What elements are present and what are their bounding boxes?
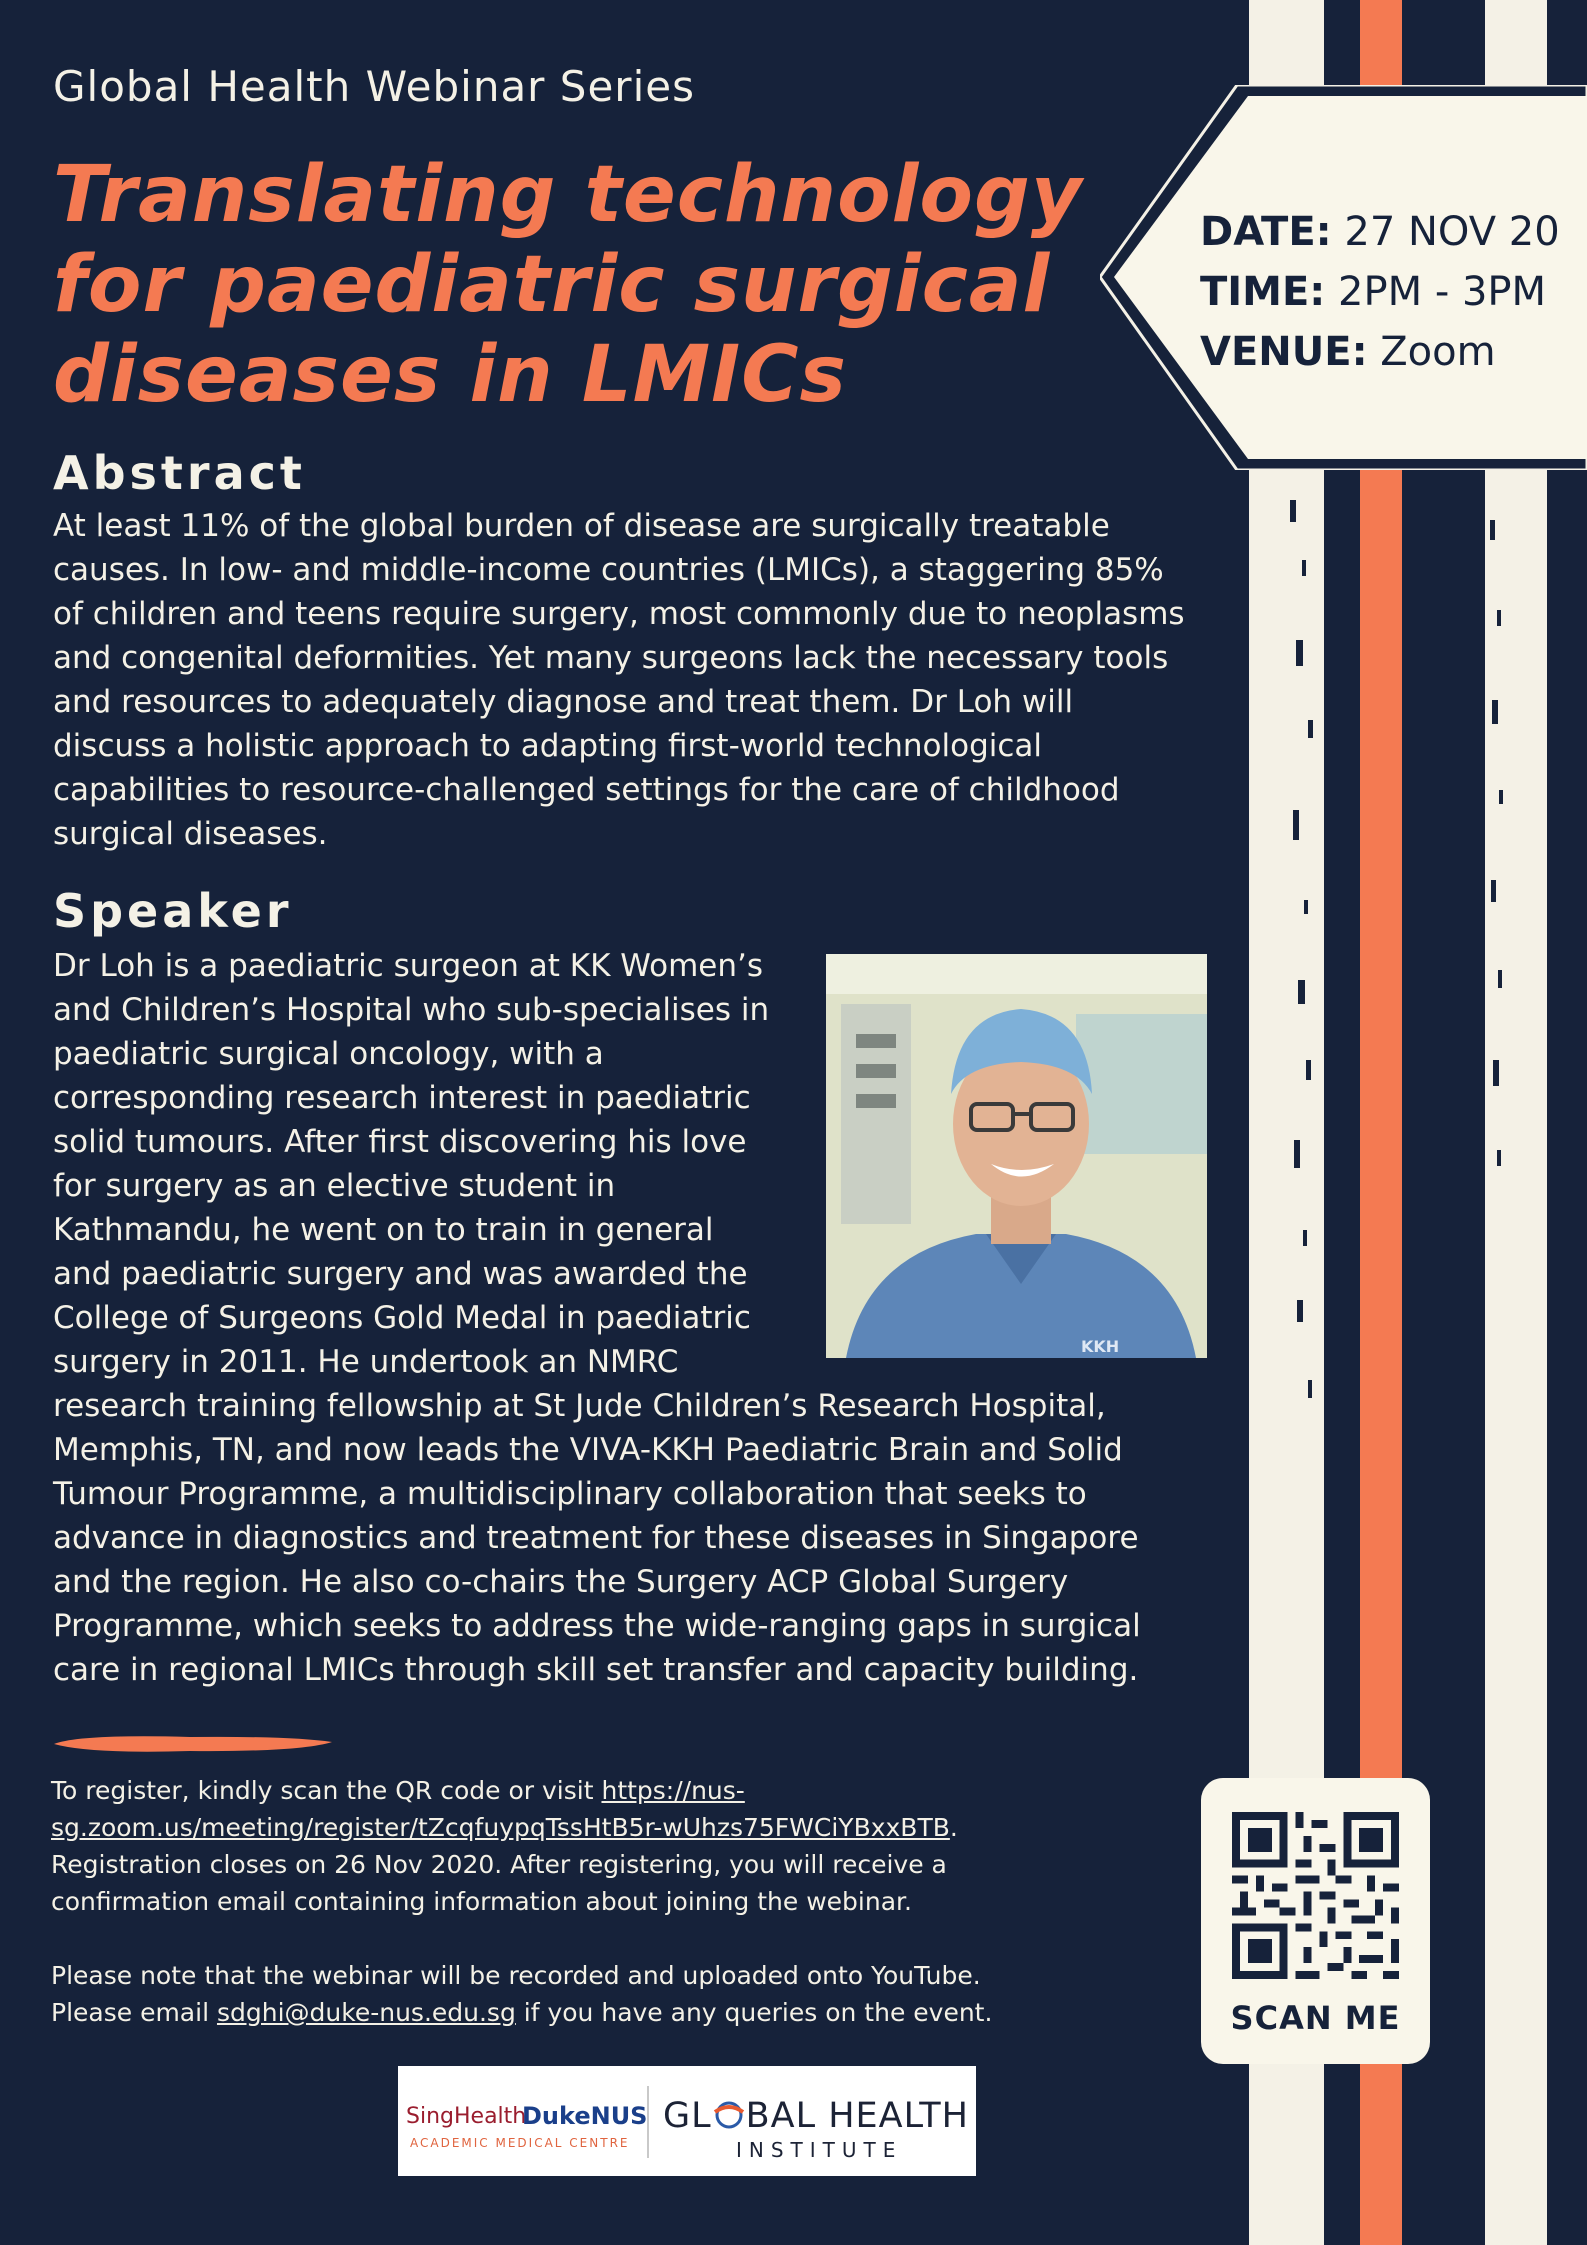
speaker-line: Tumour Programme, a multidisciplinary collaboration that seeks to bbox=[53, 1476, 1087, 1512]
speaker-line: and Children’s Hospital who sub-specialises in bbox=[53, 992, 770, 1028]
abstract-line: of children and teens require surgery, most commonly due to neoplasms bbox=[53, 596, 1185, 632]
title-line: Translating technology bbox=[53, 150, 1083, 240]
registration-link[interactable]: sg.zoom.us/meeting/register/tZcqfuypqTssHtB5r-wUhzs75FWCiYBxxBTB bbox=[51, 1813, 950, 1842]
abstract-line: causes. In low- and middle-income countries (LMICs), a staggering 85% bbox=[53, 552, 1164, 588]
abstract-line: surgical diseases. bbox=[53, 816, 328, 852]
speaker-line: Memphis, TN, and now leads the VIVA-KKH Paediatric Brain and Solid bbox=[53, 1432, 1123, 1468]
abstract-line: and resources to adequately diagnose and treat them. Dr Loh will bbox=[53, 684, 1074, 720]
title-line: for paediatric surgical bbox=[53, 240, 1051, 330]
scan-me-label: SCAN ME bbox=[1230, 1999, 1401, 2037]
event-venue: VENUE: Zoom bbox=[1200, 329, 1496, 375]
abstract-line: capabilities to resource-challenged settings for the care of childhood bbox=[53, 772, 1120, 808]
speaker-line: surgery in 2011. He undertook an NMRC bbox=[53, 1344, 679, 1380]
contact-line: Please email sdghi@duke-nus.edu.sg if you have any queries on the event. bbox=[51, 1998, 993, 2027]
speaker-photo bbox=[826, 954, 1207, 1358]
institute-label: INSTITUTE bbox=[736, 2138, 903, 2162]
abstract-line: discuss a holistic approach to adapting first-world technological bbox=[53, 728, 1043, 764]
registration-link[interactable]: https://nus- bbox=[601, 1776, 745, 1805]
webinar-title bbox=[53, 150, 1113, 420]
abstract-line: At least 11% of the global burden of disease are surgically treatable bbox=[53, 508, 1110, 544]
speaker-line: solid tumours. After first discovering his love bbox=[53, 1124, 747, 1160]
abstract-text bbox=[53, 504, 1233, 856]
speaker-line: advance in diagnostics and treatment for these diseases in Singapore bbox=[53, 1520, 1139, 1556]
qr-card bbox=[1201, 1778, 1430, 2064]
speaker-line: College of Surgeons Gold Medal in paediatric bbox=[53, 1300, 751, 1336]
event-date: DATE: 27 NOV 20 bbox=[1200, 209, 1560, 255]
registration-info bbox=[51, 1772, 1191, 2031]
recording-note: Please note that the webinar will be recorded and uploaded onto YouTube. bbox=[51, 1961, 981, 1990]
title-line: diseases in LMICs bbox=[53, 330, 847, 420]
registration-line: sg.zoom.us/meeting/register/tZcqfuypqTssHtB5r-wUhzs75FWCiYBxxBTB. bbox=[51, 1813, 958, 1842]
speaker-line: paediatric surgical oncology, with a bbox=[53, 1036, 604, 1072]
speaker-line: care in regional LMICs through skill set transfer and capacity building. bbox=[53, 1652, 1139, 1688]
speaker-line: Kathmandu, he went on to train in general bbox=[53, 1212, 714, 1248]
global-health-logo: GL BAL HEALTH bbox=[663, 2096, 969, 2136]
speaker-line: and the region. He also co-chairs the Surgery ACP Global Surgery bbox=[53, 1564, 1069, 1600]
speaker-line: research training fellowship at St Jude Children’s Research Hospital, bbox=[53, 1388, 1106, 1424]
speaker-line: Programme, which seeks to address the wide-ranging gaps in surgical bbox=[53, 1608, 1141, 1644]
svg-text:KKH: KKH bbox=[1081, 1337, 1120, 1356]
event-time: TIME: 2PM - 3PM bbox=[1200, 269, 1547, 315]
registration-line: confirmation email containing information about joining the webinar. bbox=[51, 1887, 912, 1916]
event-info bbox=[1200, 202, 1560, 382]
qr-code-icon[interactable] bbox=[1232, 1812, 1399, 1979]
registration-line: Registration closes on 26 Nov 2020. After registering, you will receive a bbox=[51, 1850, 947, 1879]
brush-divider bbox=[50, 1730, 335, 1758]
globe-icon bbox=[712, 2100, 746, 2130]
registration-line: To register, kindly scan the QR code or visit https://nus- bbox=[51, 1776, 745, 1805]
logo-divider bbox=[647, 2086, 649, 2158]
speaker-line: for surgery as an elective student in bbox=[53, 1168, 616, 1204]
speaker-heading: Speaker bbox=[53, 884, 293, 938]
contact-email-link[interactable]: sdghi@duke-nus.edu.sg bbox=[216, 1998, 516, 2027]
dukenus-logo: DukeNUS bbox=[522, 2102, 648, 2130]
singhealth-logo: SingHealth bbox=[406, 2104, 527, 2129]
amc-label: ACADEMIC MEDICAL CENTRE bbox=[410, 2136, 630, 2150]
partner-logos bbox=[398, 2066, 976, 2176]
abstract-heading: Abstract bbox=[53, 446, 306, 500]
abstract-line: and congenital deformities. Yet many surgeons lack the necessary tools bbox=[53, 640, 1169, 676]
series-title: Global Health Webinar Series bbox=[53, 62, 695, 111]
speaker-line: and paediatric surgery and was awarded the bbox=[53, 1256, 748, 1292]
speaker-line: Dr Loh is a paediatric surgeon at KK Women’s bbox=[53, 948, 764, 984]
speaker-line: corresponding research interest in paediatric bbox=[53, 1080, 751, 1116]
